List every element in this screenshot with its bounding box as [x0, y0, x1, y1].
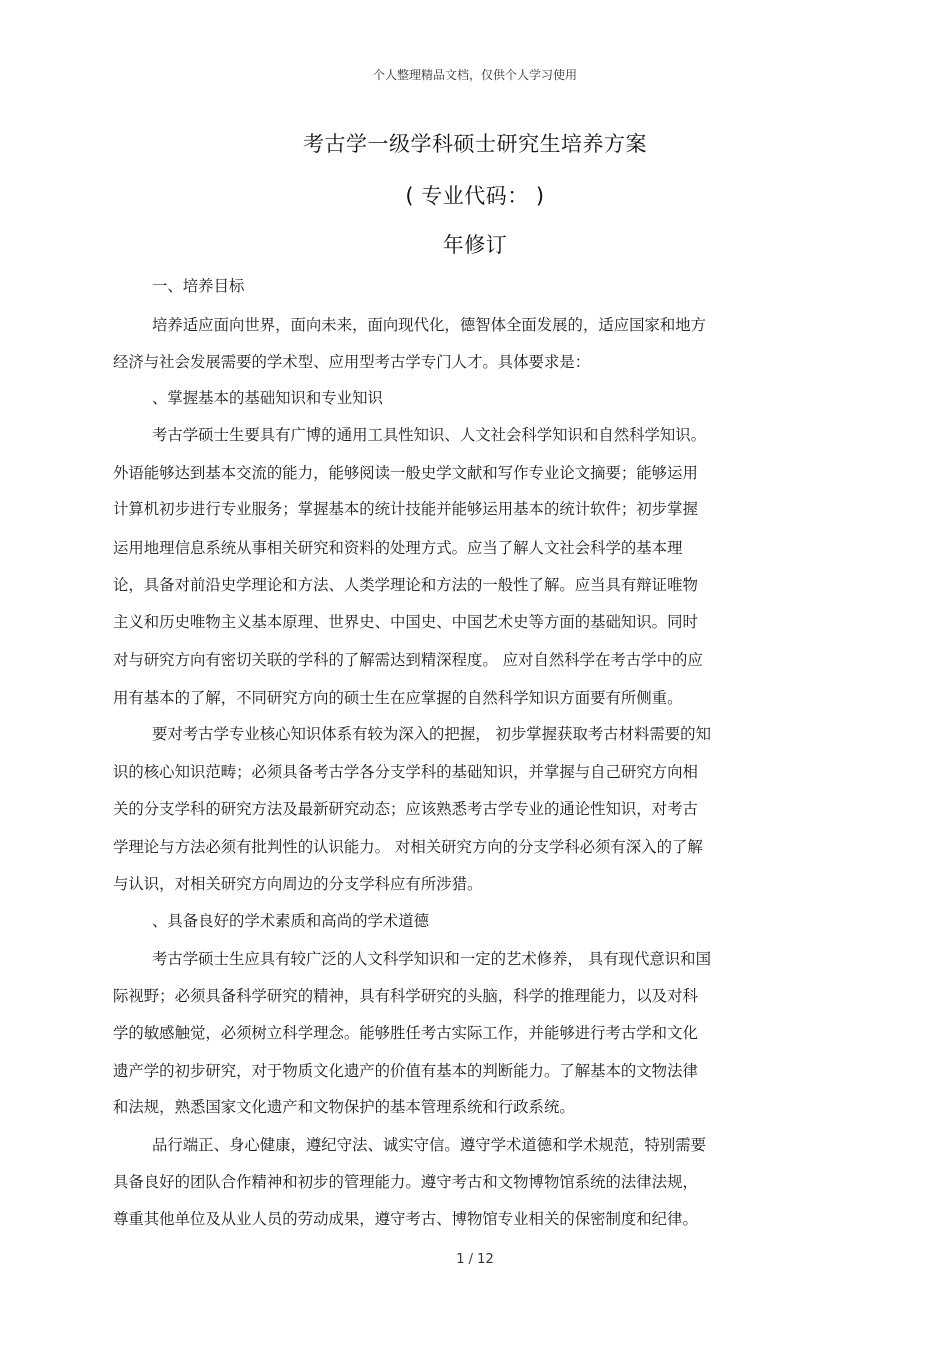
subheading-knowledge: 、掌握基本的基础知识和专业知识: [152, 389, 383, 407]
text-line: 对与研究方向有密切关联的学科的了解需达到精深程度。 应对自然科学在考古学中的应: [113, 651, 703, 669]
document-title: 考古学一级学科硕士研究生培养方案: [303, 132, 647, 156]
section-heading-objectives: 一、培养目标: [152, 277, 245, 295]
text-line: 品行端正、身心健康，遵纪守法、诚实守信。遵守学术道德和学术规范，特别需要: [152, 1136, 707, 1154]
page-number: 1 / 12: [456, 1252, 494, 1267]
text-line: 识的核心知识范畴；必须具备考古学各分支学科的基础知识，并掌握与自己研究方向相: [113, 763, 698, 781]
text-line: 考古学硕士生应具有较广泛的人文科学知识和一定的艺术修养， 具有现代意识和国: [152, 950, 711, 968]
text-line: 关的分支学科的研究方法及最新研究动态；应该熟悉考古学专业的通论性知识，对考古: [113, 800, 698, 818]
text-line: 具备良好的团队合作精神和初步的管理能力。遵守考古和文物博物馆系统的法律法规，: [113, 1173, 698, 1191]
text-line: 外语能够达到基本交流的能力，能够阅读一般史学文献和写作专业论文摘要；能够运用: [113, 464, 698, 482]
text-line: 培养适应面向世界，面向未来，面向现代化，德智体全面发展的，适应国家和地方: [152, 316, 707, 334]
text-line: 论，具备对前沿史学理论和方法、人类学理论和方法的一般性了解。应当具有辩证唯物: [113, 576, 698, 594]
text-line: 和法规，熟悉国家文化遗产和文物保护的基本管理系统和行政系统。: [113, 1098, 575, 1116]
text-line: 学理论与方法必须有批判性的认识能力。 对相关研究方向的分支学科必须有深入的了解: [113, 838, 703, 856]
subheading-ethics: 、具备良好的学术素质和高尚的学术道德: [152, 912, 430, 930]
text-line: 考古学硕士生要具有广博的通用工具性知识、人文社会科学知识和自然科学知识。: [152, 426, 707, 444]
text-line: 要对考古学专业核心知识体系有较为深入的把握， 初步掌握获取考古材料需要的知: [152, 725, 711, 743]
revision-line: 年修订: [442, 233, 508, 257]
header-note: 个人整理精品文档，仅供个人学习使用: [372, 68, 577, 82]
text-line: 经济与社会发展需要的学术型、应用型考古学专门人才。具体要求是：: [113, 353, 591, 371]
text-line: 学的敏感触觉，必须树立科学理念。能够胜任考古实际工作，并能够进行考古学和文化: [113, 1024, 698, 1042]
text-line: 主义和历史唯物主义基本原理、世界史、中国史、中国艺术史等方面的基础知识。同时: [113, 613, 698, 631]
text-line: 计算机初步进行专业服务；掌握基本的统计技能并能够运用基本的统计软件；初步掌握: [113, 500, 698, 518]
text-line: 尊重其他单位及从业人员的劳动成果，遵守考古、博物馆专业相关的保密制度和纪律。: [113, 1210, 698, 1228]
text-line: 遗产学的初步研究，对于物质文化遗产的价值有基本的判断能力。了解基本的文物法律: [113, 1062, 698, 1080]
text-line: 与认识，对相关研究方向周边的分支学科应有所涉猎。: [113, 875, 483, 893]
text-line: 用有基本的了解，不同研究方向的硕士生在应掌握的自然科学知识方面要有所侧重。: [113, 689, 683, 707]
text-line: 际视野；必须具备科学研究的精神，具有科学研究的头脑，科学的推理能力，以及对科: [113, 987, 698, 1005]
text-line: 运用地理信息系统从事相关研究和资料的处理方式。应当了解人文社会科学的基本理: [113, 539, 683, 557]
major-code-line: ( 专业代码： ): [405, 184, 545, 208]
